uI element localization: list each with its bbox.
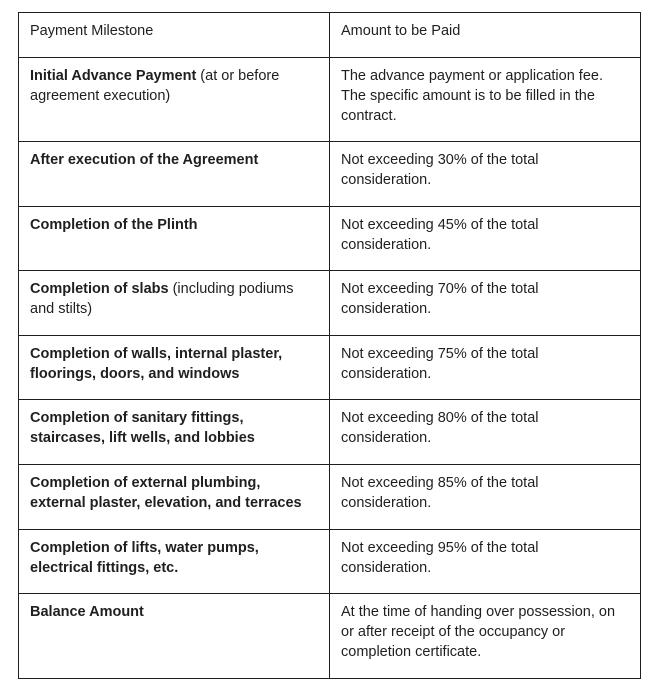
table-header-row <box>19 13 641 58</box>
amount-cell: Not exceeding 80% of the total consideration. <box>330 400 641 465</box>
table-row <box>19 400 641 465</box>
milestone-title: Completion of external plumbing, external plaster, elevation, and terraces <box>30 475 302 511</box>
milestone-cell <box>19 594 330 679</box>
table-row <box>19 207 641 271</box>
amount-cell: Not exceeding 85% of the total consideration. <box>330 465 641 530</box>
header-amount-to-be-paid: Amount to be Paid <box>330 13 641 58</box>
table-row <box>19 594 641 679</box>
table-row <box>19 271 641 336</box>
amount-cell: Not exceeding 95% of the total consideration. <box>330 530 641 594</box>
header-payment-milestone: Payment Milestone <box>19 13 330 58</box>
table-row <box>19 530 641 594</box>
milestone-title: Completion of slabs <box>30 281 169 297</box>
milestone-title: After execution of the Agreement <box>30 152 259 168</box>
milestone-cell <box>19 336 330 400</box>
table-row <box>19 142 641 207</box>
milestone-cell <box>19 271 330 336</box>
milestone-title: Completion of lifts, water pumps, electrical fittings, etc. <box>30 540 259 576</box>
milestone-cell <box>19 142 330 207</box>
amount-cell: Not exceeding 75% of the total consideration. <box>330 336 641 400</box>
amount-cell: At the time of handing over possession, on or after receipt of the occupancy or completion certificate. <box>330 594 641 679</box>
table-row <box>19 465 641 530</box>
amount-cell: Not exceeding 70% of the total consideration. <box>330 271 641 336</box>
milestone-title: Completion of sanitary fittings, staircases, lift wells, and lobbies <box>30 410 255 446</box>
milestone-cell <box>19 530 330 594</box>
milestone-cell <box>19 58 330 142</box>
payment-schedule-table <box>18 12 641 679</box>
table-row <box>19 58 641 142</box>
milestone-note: (including podiums and stilts) <box>30 281 294 317</box>
amount-cell: Not exceeding 30% of the total consideration. <box>330 142 641 207</box>
milestone-title: Balance Amount <box>30 604 144 620</box>
milestone-cell <box>19 465 330 530</box>
milestone-cell <box>19 207 330 271</box>
table-row <box>19 336 641 400</box>
amount-cell: The advance payment or application fee. The specific amount is to be filled in the contract. <box>330 58 641 142</box>
milestone-note: (at or before agreement execution) <box>30 68 280 104</box>
milestone-title: Initial Advance Payment <box>30 68 197 84</box>
milestone-title: Completion of walls, internal plaster, floorings, doors, and windows <box>30 346 283 382</box>
milestone-cell <box>19 400 330 465</box>
amount-cell: Not exceeding 45% of the total consideration. <box>330 207 641 271</box>
milestone-title: Completion of the Plinth <box>30 217 198 233</box>
